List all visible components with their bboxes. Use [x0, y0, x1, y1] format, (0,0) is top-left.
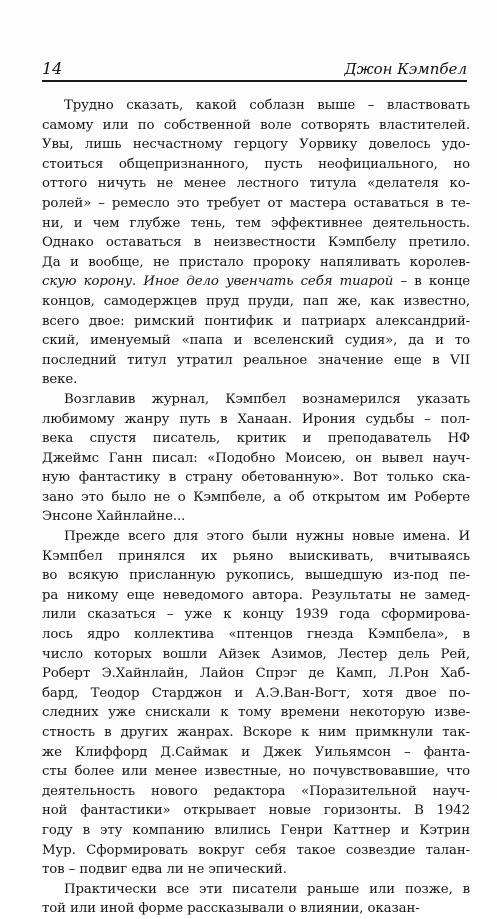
running-head-author: Джон Кэмпбел — [344, 60, 467, 78]
text-segment: тов – подвиг едва ли не эпический. — [42, 862, 287, 878]
text-segment: зано это было не о Кэмпбеле, а об открытом им Роберте — [42, 489, 470, 505]
text-segment: скую корону. — [42, 274, 137, 290]
text-line — [42, 801, 470, 821]
text-line — [42, 527, 470, 547]
text-segment: бард, Теодор Старджон и А.Э.Ван-Вогт, хотя двое по- — [42, 685, 470, 701]
text-line — [42, 762, 470, 782]
text-line — [42, 821, 470, 841]
text-line — [42, 351, 470, 371]
text-segment: Прежде всего для этого были нужны новые имена. И — [64, 529, 470, 545]
text-line — [42, 625, 470, 645]
text-line — [42, 312, 470, 332]
text-segment: ни, и чем глубже тень, тем эффективнее деятельность. — [42, 215, 470, 231]
text-line — [42, 841, 470, 861]
text-line — [42, 96, 470, 116]
text-segment: концов, самодержцев пруд пруди, пап же, как известно, — [42, 293, 470, 309]
page-number: 14 — [42, 59, 63, 78]
text-line — [42, 703, 470, 723]
text-segment: стоиться общепризнанного, пусть неофициального, но — [42, 156, 470, 172]
text-line — [42, 880, 470, 900]
paragraph — [42, 96, 470, 390]
paragraph — [42, 880, 470, 919]
text-line — [42, 723, 470, 743]
text-line — [42, 370, 470, 390]
text-segment: веке. — [42, 372, 78, 388]
text-segment: году в эту компанию влились Генри Каттнер и Кэтрин — [42, 822, 470, 838]
body-text — [42, 96, 470, 919]
text-segment: Мур. Сформировать вокруг себя такое созвездие талан- — [42, 842, 470, 858]
text-line — [42, 174, 470, 194]
text-line — [42, 135, 470, 155]
text-segment: – в конце — [393, 274, 470, 290]
page-header — [42, 56, 467, 82]
text-segment: любимому жанру путь в Ханаан. Ирония судьбы – пол- — [42, 411, 470, 427]
text-segment: Возглавив журнал, Кэмпбел вознамерился указать — [64, 391, 470, 407]
text-line — [42, 547, 470, 567]
text-segment: Роберт Э.Хайнлайн, Лайон Спрэг де Камп, Л.Рон Хаб- — [42, 666, 470, 682]
text-line — [42, 468, 470, 488]
text-segment: Трудно сказать, какой соблазн выше – властвовать — [64, 98, 470, 113]
text-line — [42, 664, 470, 684]
text-segment: Практически все эти писатели раньше или позже, в — [64, 881, 470, 897]
text-segment: последний титул утратил реальное значение еще в VII — [42, 352, 470, 368]
text-segment: ной фантастики» открывает новые горизонты. В 1942 — [42, 803, 470, 819]
text-segment: ную фантастику в страну обетованную». Вот только ска- — [42, 470, 470, 486]
paragraph — [42, 390, 470, 527]
text-line — [42, 116, 470, 136]
text-segment: той или иной форме рассказывали о влиянии, оказан- — [42, 901, 420, 917]
text-segment: ский, именуемый «папа и вселенский судия», да и то — [42, 333, 470, 349]
text-line — [42, 410, 470, 430]
text-line — [42, 155, 470, 175]
text-segment: следних уже снискали к тому времени некоторую изве- — [42, 705, 470, 721]
text-line — [42, 488, 470, 508]
text-line — [42, 253, 470, 273]
text-line — [42, 331, 470, 351]
text-segment: Кэмпбел принялся их рьяно выискивать, вчитываясь — [42, 548, 470, 564]
text-segment: Однако оставаться в неизвестности Кэмпбелу претило. — [42, 235, 470, 251]
text-segment: ролей» – ремесло это требует от мастера оставаться в те- — [42, 195, 470, 211]
text-segment: сты более или менее известные, но почувствовавшие, что — [42, 764, 470, 780]
text-segment: ра никому еще неведомого автора. Результаты не замед- — [42, 587, 470, 603]
text-line — [42, 292, 470, 312]
text-segment: Джеймс Ганн писал: «Подобно Моисею, он вывел науч- — [42, 450, 470, 466]
text-segment: деятельность нового редактора «Поразительной науч- — [42, 783, 470, 799]
text-segment: века спустя писатель, критик и преподаватель НФ — [42, 431, 470, 447]
text-line — [42, 429, 470, 449]
text-line — [42, 194, 470, 214]
text-segment: самому или по собственной воле сотворять властителей. — [42, 117, 470, 133]
text-segment: во всякую присланную рукопись, вышедшую из-под пе- — [42, 568, 470, 584]
text-line — [42, 449, 470, 469]
text-segment: Увы, лишь несчастному герцогу Уорвику довелось удо- — [42, 137, 470, 153]
text-segment: же Клиффорд Д.Саймак и Джек Уильямсон – фанта- — [42, 744, 470, 760]
text-segment: Иное дело увенчать себя тиарой — [136, 274, 394, 290]
text-line — [42, 605, 470, 625]
text-line — [42, 743, 470, 763]
text-line — [42, 684, 470, 704]
text-segment: оттого ничуть не менее лестного титула «делателя ко- — [42, 176, 470, 192]
text-line — [42, 899, 470, 919]
text-segment: всего двое: римский понтифик и патриарх александрий- — [42, 313, 470, 329]
text-segment: лось ядро коллектива «птенцов гнезда Кэмпбела», в — [42, 627, 470, 643]
text-line — [42, 214, 470, 234]
text-line — [42, 566, 470, 586]
text-line — [42, 860, 470, 880]
text-segment: стность в других жанрах. Вскоре к ним примкнули так- — [42, 725, 470, 740]
text-line — [42, 390, 470, 410]
text-line — [42, 233, 470, 253]
text-line — [42, 645, 470, 665]
text-line — [42, 272, 470, 292]
text-line — [42, 782, 470, 802]
text-segment: число которых вошли Айзек Азимов, Лестер дель Рей, — [42, 646, 470, 662]
text-line — [42, 586, 470, 606]
text-segment: лили сказаться – уже к концу 1939 года сформирова- — [42, 607, 470, 623]
text-segment: Энсоне Хайнлайне... — [42, 509, 186, 525]
paragraph — [42, 527, 470, 880]
text-line — [42, 507, 470, 527]
text-segment: Да и вообще, не пристало пророку напяливать королев- — [42, 254, 470, 270]
